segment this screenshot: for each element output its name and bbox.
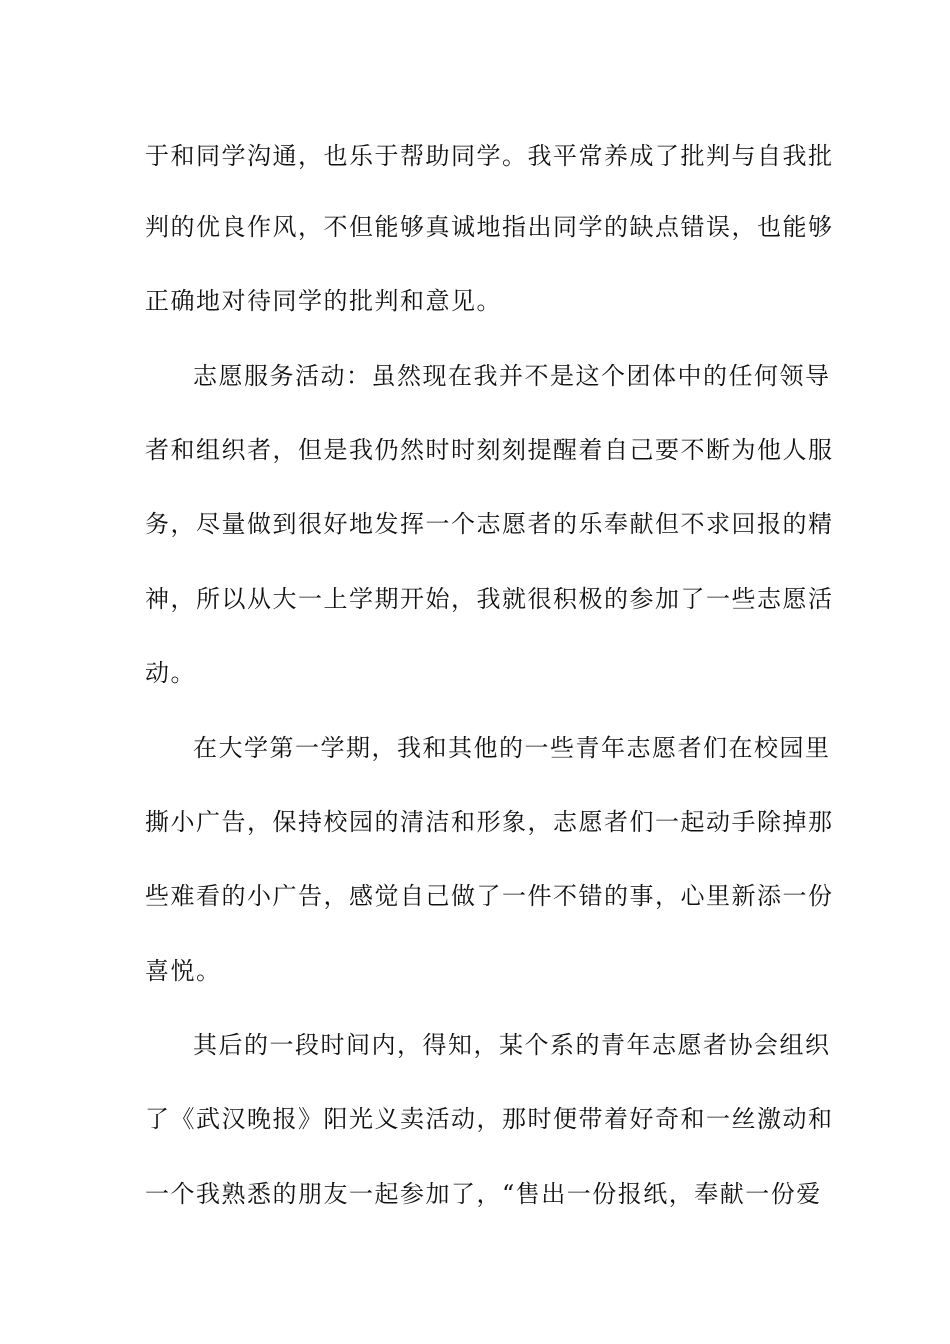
paragraph-first-line: 志愿服务活动：虽然现在我并不是这个团体中的任何领导 xyxy=(193,362,831,390)
paragraph-first-line: 其后的一段时间内，得知，某个系的青年志愿者协会组织 xyxy=(193,1031,831,1059)
text-line: 神，所以从大一上学期开始，我就很积极的参加了一些志愿活 xyxy=(145,585,834,613)
text-line: 务，尽量做到很好地发挥一个志愿者的乐奉献但不求回报的精 xyxy=(145,510,834,538)
text-line: 撕小广告，保持校园的清洁和形象，志愿者们一起动手除掉那 xyxy=(145,808,834,836)
text-line: 者和组织者，但是我仍然时时刻刻提醒着自己要不断为他人服 xyxy=(145,436,834,464)
paragraph-first-line: 在大学第一学期，我和其他的一些青年志愿者们在校园里 xyxy=(193,734,831,762)
text-line: 一个我熟悉的朋友一起参加了，“售出一份报纸，奉献一份爱 xyxy=(145,1180,822,1208)
text-line: 动。 xyxy=(145,659,196,687)
text-line: 喜悦。 xyxy=(145,957,222,985)
text-line: 些难看的小广告，感觉自己做了一件不错的事，心里新添一份 xyxy=(145,882,834,910)
text-line: 判的优良作风，不但能够真诚地指出同学的缺点错误，也能够 xyxy=(145,213,834,241)
text-line: 了《武汉晚报》阳光义卖活动，那时便带着好奇和一丝激动和 xyxy=(145,1105,834,1133)
text-line: 正确地对待同学的批判和意见。 xyxy=(145,287,502,315)
text-line: 于和同学沟通，也乐于帮助同学。我平常养成了批判与自我批 xyxy=(145,142,834,170)
